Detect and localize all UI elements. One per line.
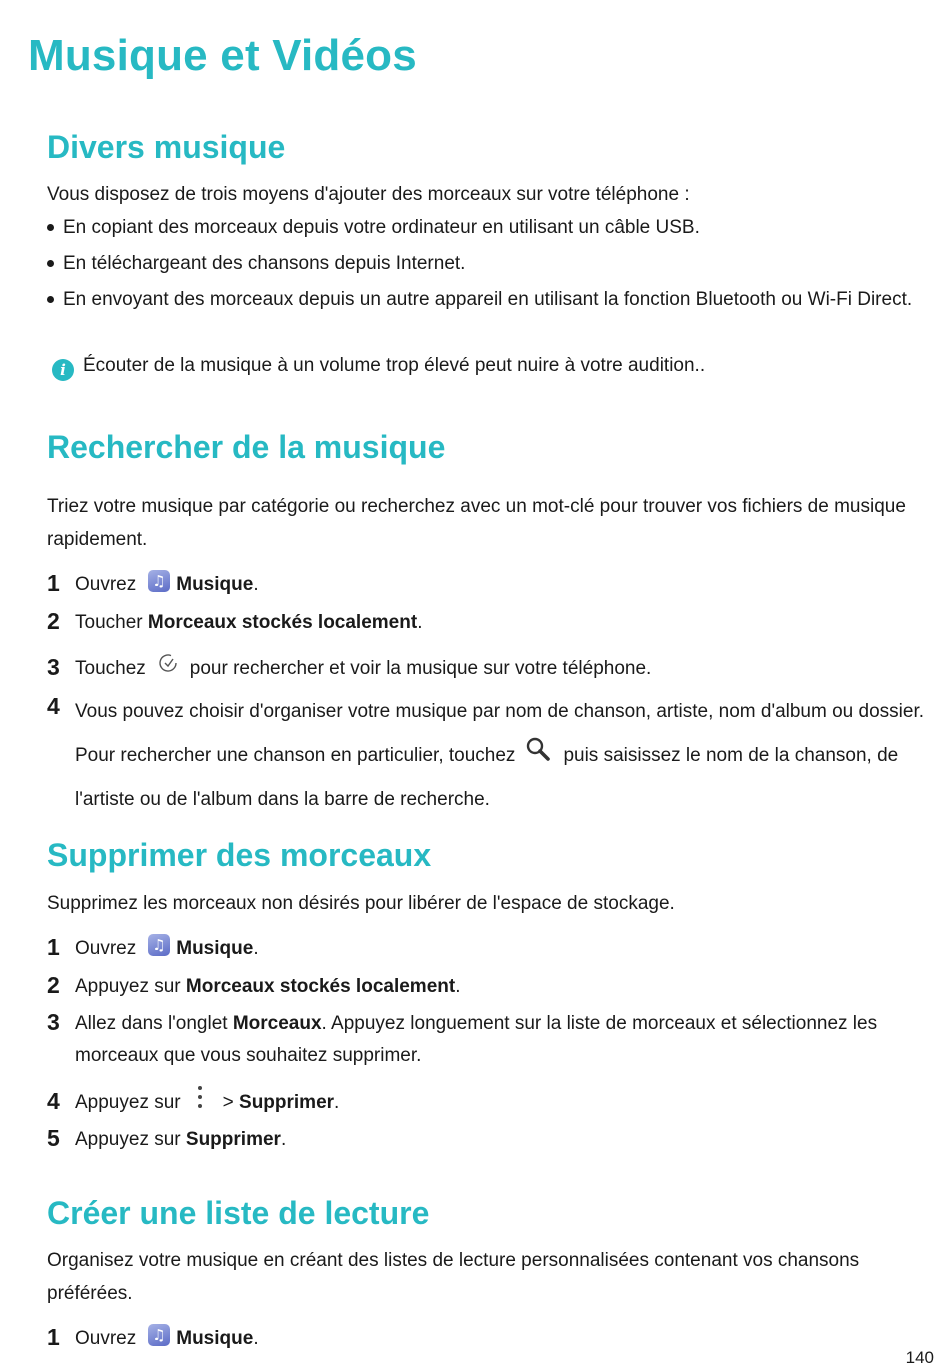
step-text: . — [280, 1129, 287, 1150]
step-text: Appuyez sur — [75, 1092, 181, 1113]
section-heading-divers-musique: Divers musique — [47, 129, 286, 165]
step-text: Ouvrez — [75, 1328, 137, 1349]
step-number: 1 — [47, 570, 60, 596]
music-app-icon — [148, 570, 170, 592]
section1-intro: Vous disposez de trois moyens d'ajouter des morceaux sur votre téléphone : — [47, 184, 690, 205]
step-number: 4 — [47, 693, 60, 719]
step-text: . — [253, 1328, 259, 1349]
bullet-dot — [47, 296, 54, 303]
step-bold-text: Morceaux stockés localement — [147, 612, 418, 633]
note-text: Écouter de la musique à un volume trop élevé peut nuire à votre audition.. — [83, 355, 706, 376]
step-item — [47, 1087, 927, 1119]
step-number: 4 — [47, 1088, 60, 1114]
step-item — [47, 971, 927, 1003]
step-text: . — [253, 574, 259, 595]
step-text: Appuyez sur — [75, 1129, 181, 1150]
step-text: Toucher — [75, 612, 143, 633]
step-text: . Appuyez longuement sur la liste de morceaux et sélectionnez les morceaux que vous souhaitez supprimer. — [75, 1013, 878, 1066]
search-icon — [525, 735, 551, 761]
step-text: Allez dans l'onglet — [75, 1013, 228, 1034]
step-number: 3 — [47, 654, 60, 680]
refresh-icon — [156, 651, 180, 675]
bullet-dot — [47, 224, 54, 231]
step-text: . — [334, 1092, 340, 1113]
step-number: 3 — [47, 1009, 60, 1035]
step-bold-text: Morceaux — [232, 1013, 322, 1034]
step-bold-text: Musique — [176, 1328, 254, 1349]
step-text: . — [253, 938, 259, 959]
step-number: 1 — [47, 934, 60, 960]
step-text: Appuyez sur — [75, 976, 181, 997]
step-number: 1 — [47, 1324, 60, 1350]
section2-intro: Triez votre musique par catégorie ou recherchez avec un mot-clé pour trouver vos fichiers de musique rapidement. — [47, 496, 906, 550]
step-separator: > — [222, 1092, 234, 1113]
step-text: Touchez — [75, 658, 146, 679]
step-number: 2 — [47, 972, 60, 998]
step-text: . — [417, 612, 423, 633]
music-app-icon — [148, 934, 170, 956]
step-item — [47, 1323, 927, 1355]
list-item — [47, 212, 927, 244]
step-item — [47, 607, 927, 639]
page-title: Musique et Vidéos — [28, 31, 417, 80]
step-bold-text: Supprimer — [239, 1092, 335, 1113]
step-text: Vous pouvez choisir d'organiser votre musique par nom de chanson, artiste, nom d'album ou dossier. Pour rechercher une chanson en particulier, touchez — [75, 701, 924, 766]
step-item — [47, 933, 927, 965]
section-heading-rechercher: Rechercher de la musique — [47, 429, 446, 465]
more-vertical-icon — [197, 1085, 203, 1109]
step-item — [47, 1124, 927, 1156]
bullet-dot — [47, 260, 54, 267]
bullet-text: En envoyant des morceaux depuis un autre appareil en utilisant la fonction Bluetooth ou Wi-Fi Direct. — [63, 289, 913, 310]
step-text: Ouvrez — [75, 938, 137, 959]
step-bold-text: Musique — [176, 574, 254, 595]
step-text: puis saisissez le nom de la chanson, de l'artiste ou de l'album dans la barre de recherche. — [75, 745, 899, 810]
section-heading-supprimer: Supprimer des morceaux — [47, 837, 432, 873]
list-item — [47, 284, 927, 316]
step-bold-text: Morceaux stockés localement — [185, 976, 456, 997]
bullet-text: En téléchargeant des chansons depuis Internet. — [63, 253, 466, 274]
step-item — [47, 569, 927, 601]
section-heading-creer-liste: Créer une liste de lecture — [47, 1195, 430, 1231]
music-app-icon — [148, 1324, 170, 1346]
step-text: Ouvrez — [75, 574, 137, 595]
step-number: 2 — [47, 608, 60, 634]
step-item — [47, 1008, 927, 1072]
step-item — [47, 690, 927, 822]
step-bold-text: Musique — [176, 938, 254, 959]
step-text: . — [455, 976, 461, 997]
page-number: 140 — [905, 1348, 934, 1367]
step-bold-text: Supprimer — [185, 1129, 281, 1150]
bullet-text: En copiant des morceaux depuis votre ordinateur en utilisant un câble USB. — [63, 217, 700, 238]
step-text: pour rechercher et voir la musique sur votre téléphone. — [189, 658, 652, 679]
list-item — [47, 248, 927, 280]
info-icon: i — [52, 359, 74, 381]
step-item — [47, 653, 927, 685]
step-number: 5 — [47, 1125, 60, 1151]
section4-intro: Organisez votre musique en créant des listes de lecture personnalisées contenant vos chansons préférées. — [47, 1250, 860, 1304]
section3-intro: Supprimez les morceaux non désirés pour libérer de l'espace de stockage. — [47, 893, 675, 914]
